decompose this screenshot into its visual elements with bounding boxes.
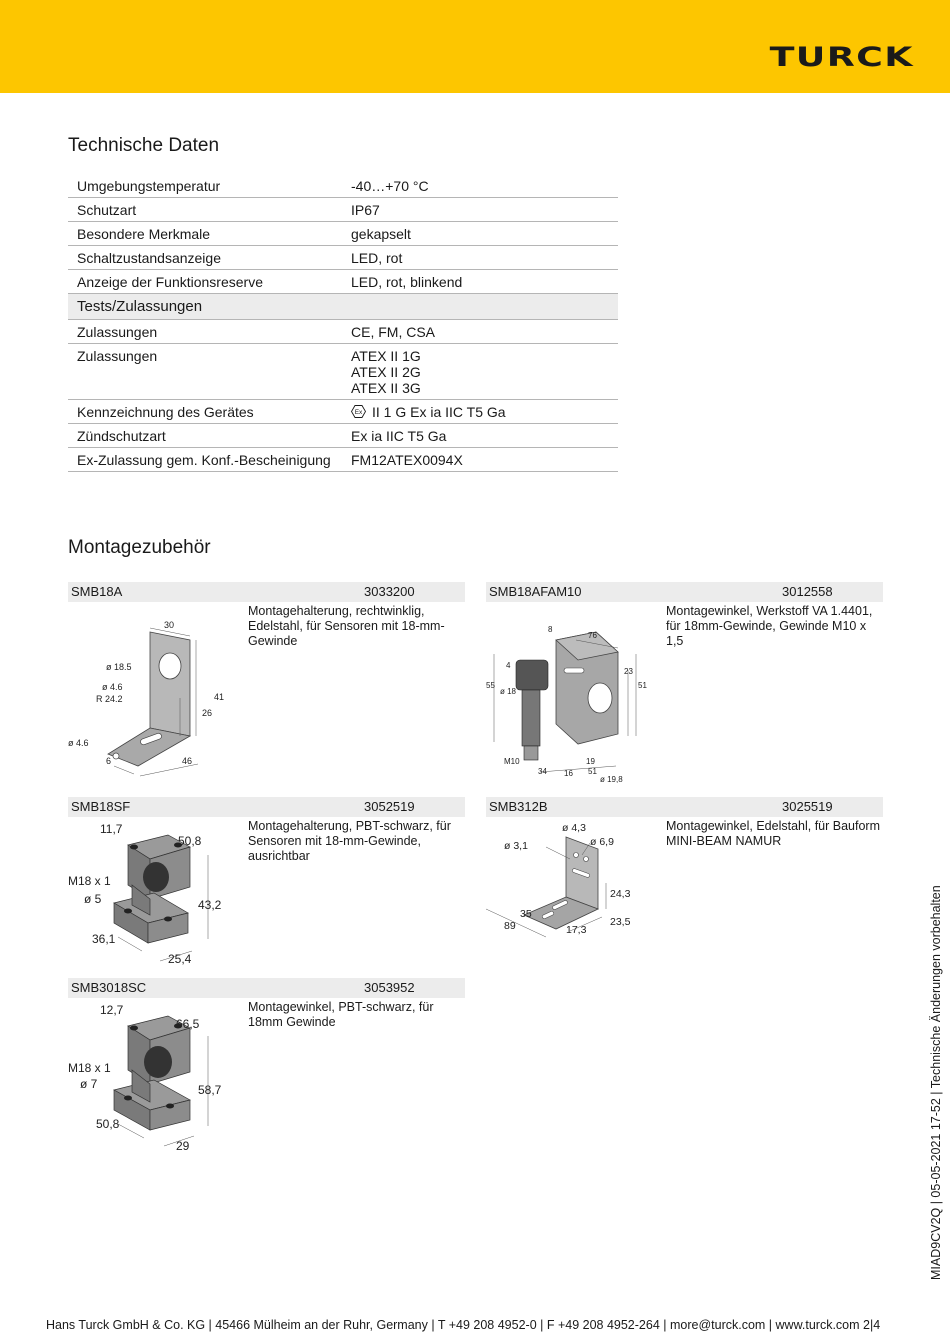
spec-row — [68, 448, 618, 472]
accessory-card — [68, 582, 465, 792]
accessory-description: Montagewinkel, Werkstoff VA 1.4401, für 18mm-Gewinde, Gewinde M10 x 1,5 — [666, 604, 873, 648]
dimension-label: 24,3 — [610, 888, 631, 900]
page-footer: Hans Turck GmbH & Co. KG | 45466 Mülheim an der Ruhr, Germany | T +49 208 4952-0 | F +49 208 4952-264 | more@turck.com | www.turck.com 2|4 — [46, 1318, 881, 1332]
spec-table — [68, 174, 618, 472]
accessory-header — [68, 582, 465, 602]
spec-label: Schutzart — [68, 198, 342, 222]
dimension-label: 23 — [624, 667, 633, 676]
dimension-label: 11,7 — [100, 822, 123, 836]
dimension-label: 8 — [548, 625, 553, 634]
smb18afam10-drawing — [486, 604, 661, 784]
accessory-code: 3052519 — [364, 799, 415, 814]
dimension-label: 25,4 — [168, 952, 192, 966]
accessory-description: Montagewinkel, Edelstahl, für Bauform MINI-BEAM NAMUR — [666, 819, 880, 848]
spec-group-title: Tests/Zulassungen — [68, 294, 618, 320]
dimension-label: 6 — [106, 756, 112, 766]
spec-row — [68, 270, 618, 294]
accessory-card — [68, 978, 465, 1168]
spec-label: Zulassungen — [68, 344, 342, 400]
spec-value: -40…+70 °C — [342, 174, 618, 198]
spec-value: gekapselt — [342, 222, 618, 246]
accessory-description: Montagewinkel, PBT-schwarz, für 18mm Gewinde — [248, 1000, 434, 1029]
spec-row — [68, 174, 618, 198]
dimension-label: 41 — [214, 692, 225, 702]
spec-value: LED, rot — [342, 246, 618, 270]
dimension-label: 51 — [588, 767, 597, 776]
dimension-label: 50,8 — [178, 834, 202, 848]
accessory-header — [486, 582, 883, 602]
dimension-label: 34 — [538, 767, 547, 776]
spec-row — [68, 222, 618, 246]
spec-label: Kennzeichnung des Gerätes — [68, 400, 342, 424]
dimension-label: ø 4,3 — [562, 822, 586, 834]
dimension-label: ø 4.6 — [102, 682, 123, 692]
spec-group-row — [68, 294, 618, 320]
accessory-name: SMB312B — [489, 799, 548, 814]
dimension-label: ø 18.5 — [106, 662, 132, 672]
dimension-label: 30 — [164, 620, 175, 630]
spec-value-line: ATEX II 3G — [351, 380, 421, 396]
dimension-label: 89 — [504, 920, 516, 932]
spec-value-multiline — [342, 344, 618, 400]
turck-logo: TURCK — [769, 42, 914, 73]
dimension-label: 55 — [486, 681, 495, 690]
spec-value-with-icon — [342, 400, 618, 424]
accessory-header — [68, 797, 465, 817]
spec-value-line: ATEX II 1G — [351, 348, 421, 364]
spec-label: Schaltzustandsanzeige — [68, 246, 342, 270]
dimension-label: 26 — [202, 708, 213, 718]
accessory-card — [486, 582, 883, 792]
spec-label: Umgebungstemperatur — [68, 174, 342, 198]
spec-row — [68, 400, 618, 424]
spec-value: IP67 — [342, 198, 618, 222]
spec-row — [68, 344, 618, 400]
spec-value: II 1 G Ex ia IIC T5 Ga — [372, 404, 506, 420]
spec-row — [68, 320, 618, 344]
spec-row — [68, 424, 618, 448]
accessory-description: Montagehalterung, rechtwinklig, Edelstahl, für Sensoren mit 18-mm-Gewinde — [248, 604, 445, 648]
accessory-card — [68, 797, 465, 977]
spec-value: LED, rot, blinkend — [342, 270, 618, 294]
dimension-label: 12,7 — [100, 1003, 124, 1017]
spec-row — [68, 246, 618, 270]
dimension-label: 19 — [586, 757, 595, 766]
accessory-code: 3025519 — [782, 799, 833, 814]
technische-daten-title: Technische Daten — [68, 135, 220, 156]
dimension-label: M10 — [504, 757, 520, 766]
spec-label: Anzeige der Funktionsreserve — [68, 270, 342, 294]
dimension-label: 16 — [564, 769, 573, 778]
spec-value: FM12ATEX0094X — [342, 448, 618, 472]
accessory-header — [68, 978, 465, 998]
document-side-note: MIAD9CV2Q | 05-05-2021 17-52 | Technische Änderungen vorbehalten — [929, 885, 943, 1280]
ex-hexagon-icon — [351, 405, 366, 418]
accessory-code: 3033200 — [364, 584, 415, 599]
dimension-label: 58,7 — [198, 1083, 222, 1097]
accessory-name: SMB18AFAM10 — [489, 584, 582, 599]
smb18sf-drawing — [68, 819, 243, 974]
spec-value: Ex ia IIC T5 Ga — [342, 424, 618, 448]
dimension-label: ø 5 — [84, 892, 102, 906]
spec-label: Ex-Zulassung gem. Konf.-Bescheinigung — [68, 448, 342, 472]
dimension-label: 23,5 — [610, 916, 631, 928]
dimension-label: M18 x 1 — [68, 874, 111, 888]
dimension-label: ø 18 — [500, 687, 517, 696]
spec-row — [68, 198, 618, 222]
dimension-label: 36,1 — [92, 932, 116, 946]
dimension-label: 46 — [182, 756, 193, 766]
spec-label: Besondere Merkmale — [68, 222, 342, 246]
dimension-label: 35 — [520, 908, 532, 920]
dimension-label: M18 x 1 — [68, 1061, 111, 1075]
smb3018sc-drawing — [68, 1000, 243, 1160]
accessory-code: 3012558 — [782, 584, 833, 599]
montagezubehoer-title: Montagezubehör — [68, 537, 211, 558]
accessory-description: Montagehalterung, PBT-schwarz, für Sensoren mit 18-mm-Gewinde, ausrichtbar — [248, 819, 451, 863]
accessory-name: SMB3018SC — [71, 980, 147, 995]
dimension-label: ø 4.6 — [68, 738, 89, 748]
accessory-header — [486, 797, 883, 817]
accessory-name: SMB18SF — [71, 799, 131, 814]
dimension-label: ø 7 — [80, 1077, 98, 1091]
spec-value-line: ATEX II 2G — [351, 364, 421, 380]
dimension-label: 4 — [506, 661, 511, 670]
accessory-name: SMB18A — [71, 584, 123, 599]
dimension-label: R 24.2 — [96, 694, 123, 704]
dimension-label: 51 — [638, 681, 647, 690]
dimension-label: 17,3 — [566, 924, 587, 936]
spec-value: CE, FM, CSA — [342, 320, 618, 344]
accessory-card — [486, 797, 883, 947]
dimension-label: ø 3,1 — [504, 840, 528, 852]
dimension-label: 66,5 — [176, 1017, 200, 1031]
dimension-label: 76 — [588, 631, 597, 640]
smb312b-drawing — [486, 819, 661, 949]
accessory-code: 3053952 — [364, 980, 415, 995]
spec-label: Zulassungen — [68, 320, 342, 344]
dimension-label: ø 19,8 — [600, 775, 623, 784]
spec-label: Zündschutzart — [68, 424, 342, 448]
ex-symbol-text: Ex — [354, 409, 363, 416]
smb18a-drawing — [68, 604, 243, 784]
dimension-label: 50,8 — [96, 1117, 120, 1131]
dimension-label: 43,2 — [198, 898, 222, 912]
dimension-label: ø 6,9 — [590, 836, 614, 848]
dimension-label: 29 — [176, 1139, 190, 1153]
